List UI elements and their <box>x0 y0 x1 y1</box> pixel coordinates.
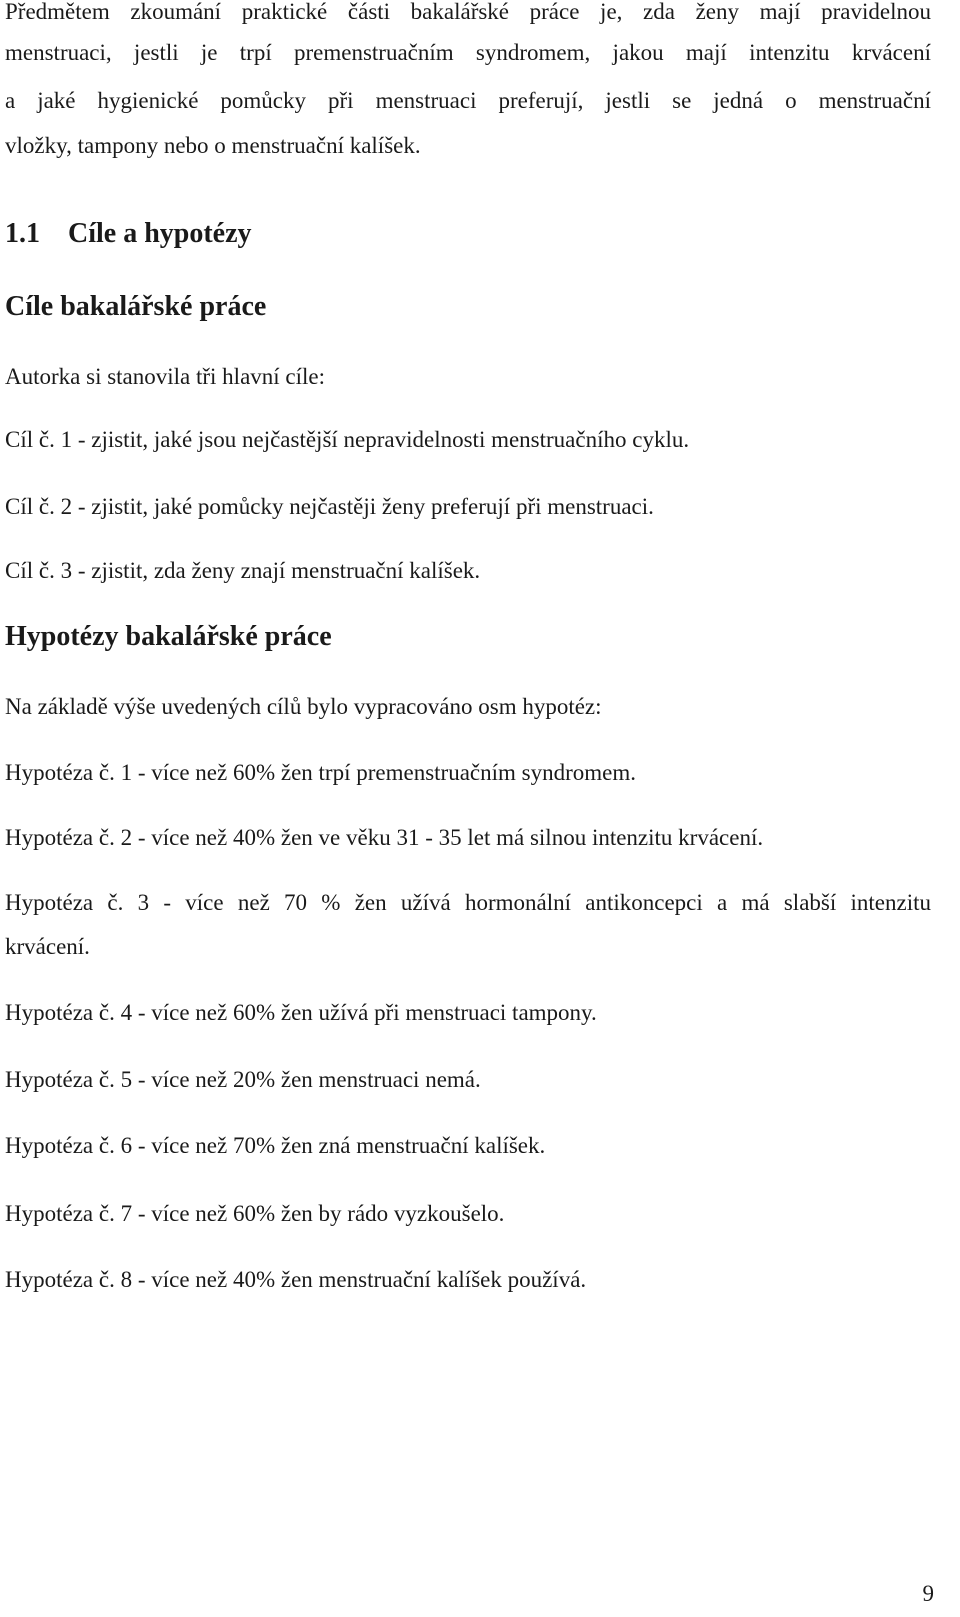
goal-item-1: Cíl č. 1 - zjistit, jaké jsou nejčastější nepravidelnosti menstruačního cyklu. <box>5 427 690 452</box>
page-number: 9 <box>922 1581 934 1606</box>
intro-line-1: Předmětem zkoumání praktické části bakalářské práce je, zda ženy mají pravidelnou <box>5 0 931 24</box>
section-title: Cíle a hypotézy <box>68 218 252 249</box>
hypothesis-4: Hypotéza č. 4 - více než 60% žen užívá při menstruaci tampony. <box>5 1000 597 1025</box>
section-heading <box>5 218 252 250</box>
hypothesis-8: Hypotéza č. 8 - více než 40% žen menstruační kalíšek používá. <box>5 1267 587 1292</box>
hypotheses-heading: Hypotézy bakalářské práce <box>5 621 332 652</box>
goals-heading: Cíle bakalářské práce <box>5 291 267 322</box>
goal-item-3: Cíl č. 3 - zjistit, zda ženy znají menstruační kalíšek. <box>5 558 481 583</box>
hypotheses-intro: Na základě výše uvedených cílů bylo vypracováno osm hypotéz: <box>5 694 602 719</box>
hypothesis-2: Hypotéza č. 2 - více než 40% žen ve věku 31 - 35 let má silnou intenzitu krvácení. <box>5 825 764 850</box>
intro-line-4: vložky, tampony nebo o menstruační kalíšek. <box>5 133 421 158</box>
goals-intro: Autorka si stanovila tři hlavní cíle: <box>5 364 326 389</box>
hypothesis-1: Hypotéza č. 1 - více než 60% žen trpí premenstruačním syndromem. <box>5 760 636 785</box>
hypothesis-6: Hypotéza č. 6 - více než 70% žen zná menstruační kalíšek. <box>5 1133 546 1158</box>
hypothesis-5: Hypotéza č. 5 - více než 20% žen menstruaci nemá. <box>5 1067 481 1092</box>
section-number: 1.1 <box>5 218 40 249</box>
intro-line-2: menstruaci, jestli je trpí premenstruačním syndromem, jakou mají intenzitu krvácení <box>5 40 931 65</box>
intro-line-3: a jaké hygienické pomůcky při menstruaci preferují, jestli se jedná o menstruační <box>5 88 931 113</box>
hypothesis-3-line-2: krvácení. <box>5 934 90 959</box>
hypothesis-7: Hypotéza č. 7 - více než 60% žen by rádo vyzkoušelo. <box>5 1201 505 1226</box>
hypothesis-3-line-1: Hypotéza č. 3 - více než 70 % žen užívá hormonální antikoncepci a má slabší intenzitu <box>5 890 931 915</box>
goal-item-2: Cíl č. 2 - zjistit, jaké pomůcky nejčastěji ženy preferují při menstruaci. <box>5 494 654 519</box>
